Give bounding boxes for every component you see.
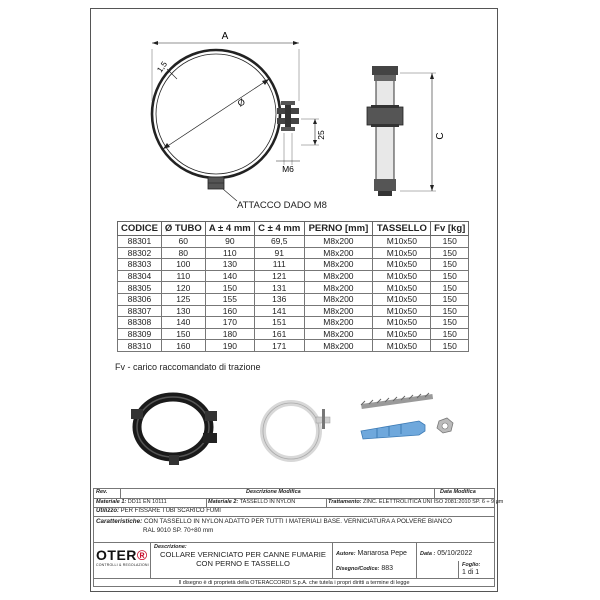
table-cell: 88301 <box>118 236 162 248</box>
caratteristiche-label: Caratteristiche: <box>96 518 143 525</box>
table-cell: 171 <box>254 340 304 352</box>
description-row <box>93 542 495 578</box>
fv-note: Fv - carico raccomandato di trazione <box>115 362 261 372</box>
table-cell: 160 <box>205 305 254 317</box>
desc-mod-label: Descrizione Modifica <box>246 489 301 495</box>
table-cell: 130 <box>205 259 254 271</box>
table-cell: 110 <box>205 247 254 259</box>
product-photos <box>91 381 499 481</box>
caratteristiche-row <box>93 516 495 542</box>
dim-thickness-label: 1,5 <box>155 59 170 75</box>
rev-row <box>93 488 495 498</box>
table-cell: 88310 <box>118 340 162 352</box>
nylon-plug-image <box>361 421 425 439</box>
table-cell: 161 <box>254 328 304 340</box>
table-cell: M8x200 <box>304 259 373 271</box>
table-cell: 88303 <box>118 259 162 271</box>
table-cell: 60 <box>161 236 205 248</box>
table-cell: M8x200 <box>304 247 373 259</box>
table-cell: 88305 <box>118 282 162 294</box>
clamp-drawing <box>91 9 499 215</box>
table-cell: 190 <box>205 340 254 352</box>
table-cell: 136 <box>254 293 304 305</box>
table-cell: 150 <box>431 236 469 248</box>
dim-m6-label: M6 <box>282 164 294 174</box>
descrizione-line1: COLLARE VERNICIATO PER CANNE FUMARIE <box>160 550 326 559</box>
col-codice: CODICE <box>118 222 162 236</box>
table-row <box>118 282 469 294</box>
table-cell: M8x200 <box>304 270 373 282</box>
table-row <box>118 236 469 248</box>
material-row <box>93 498 504 507</box>
table-cell: 69,5 <box>254 236 304 248</box>
ownership-notice: Il disegno è di proprietà della OTERACCORDI S.p.A. che tutela i propri diritti a termine di legge <box>178 580 410 586</box>
oter-logo: OTER® CONTROLLI & REGOLAZIONI <box>96 547 149 567</box>
foglio-label: Foglio: <box>462 562 481 568</box>
descrizione-line2: CON PERNO E TASSELLO <box>196 559 290 568</box>
table-cell: 121 <box>254 270 304 282</box>
foglio-value: 1 di 1 <box>462 569 480 576</box>
materiale2-value: TASSELLO IN NYLON <box>239 499 296 505</box>
utilizzo-label: Utilizzo: <box>96 508 119 514</box>
table-cell: 100 <box>161 259 205 271</box>
table-cell: M10x50 <box>373 305 431 317</box>
table-cell: 150 <box>431 259 469 271</box>
table-row <box>118 328 469 340</box>
col-tassello: TASSELLO <box>373 222 431 236</box>
title-block <box>93 488 504 587</box>
caratteristiche-line1: CON TASSELLO IN NYLON ADATTO PER TUTTI I MATERIALI BASE. VERNICIATURA A POLVERE BIANCO <box>143 518 452 525</box>
table-cell: M8x200 <box>304 305 373 317</box>
side-view-band <box>376 73 394 185</box>
table-cell: 150 <box>431 305 469 317</box>
trattamento-value: ZINC. ELETTROLITICA UNI ISO 2081:2010 SP. 6 ÷ 9 μm <box>363 499 504 505</box>
data-sheet <box>90 8 504 592</box>
table-cell: M8x200 <box>304 293 373 305</box>
col-tubo: Ø TUBO <box>161 222 205 236</box>
anchor-bolt-image <box>361 393 433 409</box>
table-cell: 88309 <box>118 328 162 340</box>
table-row <box>118 340 469 352</box>
data-mod-label: Data Modifica <box>440 489 476 495</box>
table-row <box>118 293 469 305</box>
materiale1-value: DD11 EN 10111 <box>127 499 167 505</box>
table-cell: 91 <box>254 247 304 259</box>
table-row <box>118 270 469 282</box>
table-row <box>118 305 469 317</box>
table-cell: M10x50 <box>373 317 431 329</box>
table-cell: 111 <box>254 259 304 271</box>
table-cell: 160 <box>161 340 205 352</box>
spec-table-header <box>118 222 469 236</box>
table-cell: 150 <box>431 293 469 305</box>
dim-diameter-label: Ø <box>235 96 247 109</box>
spec-table <box>117 221 469 352</box>
utilizzo-row <box>93 507 495 516</box>
table-cell: 141 <box>254 305 304 317</box>
table-cell: 151 <box>254 317 304 329</box>
technical-drawing <box>91 9 499 215</box>
table-cell: M10x50 <box>373 293 431 305</box>
col-fv: Fv [kg] <box>431 222 469 236</box>
table-cell: M8x200 <box>304 282 373 294</box>
table-cell: 110 <box>161 270 205 282</box>
autore-label: Autore: <box>336 551 356 557</box>
table-cell: 170 <box>205 317 254 329</box>
dim-a-label: A <box>221 31 229 42</box>
spec-table-body <box>118 236 469 352</box>
table-cell: 131 <box>254 282 304 294</box>
table-cell: M8x200 <box>304 328 373 340</box>
data-value: 05/10/2022 <box>437 550 473 557</box>
disegno-label: Disegno/Codice: <box>336 566 380 572</box>
utilizzo-value: PER FISSARE TUBI SCARICO FUMI <box>120 508 221 514</box>
col-perno: PERNO [mm] <box>304 222 373 236</box>
rev-label: Rev. <box>96 489 108 495</box>
table-cell: 130 <box>161 305 205 317</box>
table-cell: 150 <box>431 317 469 329</box>
table-cell: 88307 <box>118 305 162 317</box>
trattamento-label: Trattamento: <box>328 499 362 505</box>
table-cell: M8x200 <box>304 317 373 329</box>
table-cell: M10x50 <box>373 340 431 352</box>
table-cell: 88302 <box>118 247 162 259</box>
nut-image <box>437 418 453 433</box>
attacco-label: ATTACCO DADO M8 <box>237 200 327 211</box>
table-cell: 88304 <box>118 270 162 282</box>
data-label: Data : <box>420 551 436 557</box>
table-row <box>118 247 469 259</box>
table-cell: 140 <box>161 317 205 329</box>
descrizione-label: Descrizione: <box>154 544 187 550</box>
materiale2-label: Materiale 2: <box>208 499 239 505</box>
disegno-value: 883 <box>381 565 394 572</box>
table-cell: 125 <box>161 293 205 305</box>
table-cell: M10x50 <box>373 259 431 271</box>
table-row <box>118 317 469 329</box>
table-cell: M8x200 <box>304 236 373 248</box>
caratteristiche-line2: RAL 9010 SP. 70÷80 mm <box>143 527 214 534</box>
autore-value: Mariarosa Pepe <box>357 550 407 557</box>
col-a: A ± 4 mm <box>205 222 254 236</box>
table-cell: 150 <box>431 282 469 294</box>
table-cell: 150 <box>205 282 254 294</box>
table-cell: 150 <box>161 328 205 340</box>
dim-25-label: 25 <box>316 130 326 140</box>
table-cell: 90 <box>205 236 254 248</box>
table-cell: 88308 <box>118 317 162 329</box>
table-cell: 150 <box>431 247 469 259</box>
table-cell: M10x50 <box>373 236 431 248</box>
table-cell: M10x50 <box>373 270 431 282</box>
table-cell: 155 <box>205 293 254 305</box>
table-cell: M10x50 <box>373 282 431 294</box>
dim-c-label: C <box>435 132 446 140</box>
table-cell: M10x50 <box>373 328 431 340</box>
footer-row <box>93 578 495 587</box>
table-cell: M10x50 <box>373 247 431 259</box>
table-cell: M8x200 <box>304 340 373 352</box>
materiale1-label: Materiale 1: <box>96 499 127 505</box>
side-view-ears <box>367 107 403 125</box>
white-clamp-image <box>263 403 330 459</box>
table-row <box>118 259 469 271</box>
col-c: C ± 4 mm <box>254 222 304 236</box>
table-cell: 180 <box>205 328 254 340</box>
table-cell: 120 <box>161 282 205 294</box>
table-cell: 140 <box>205 270 254 282</box>
table-cell: 150 <box>431 328 469 340</box>
black-clamp-image <box>131 397 217 465</box>
table-cell: 80 <box>161 247 205 259</box>
table-cell: 150 <box>431 340 469 352</box>
table-cell: 88306 <box>118 293 162 305</box>
table-cell: 150 <box>431 270 469 282</box>
